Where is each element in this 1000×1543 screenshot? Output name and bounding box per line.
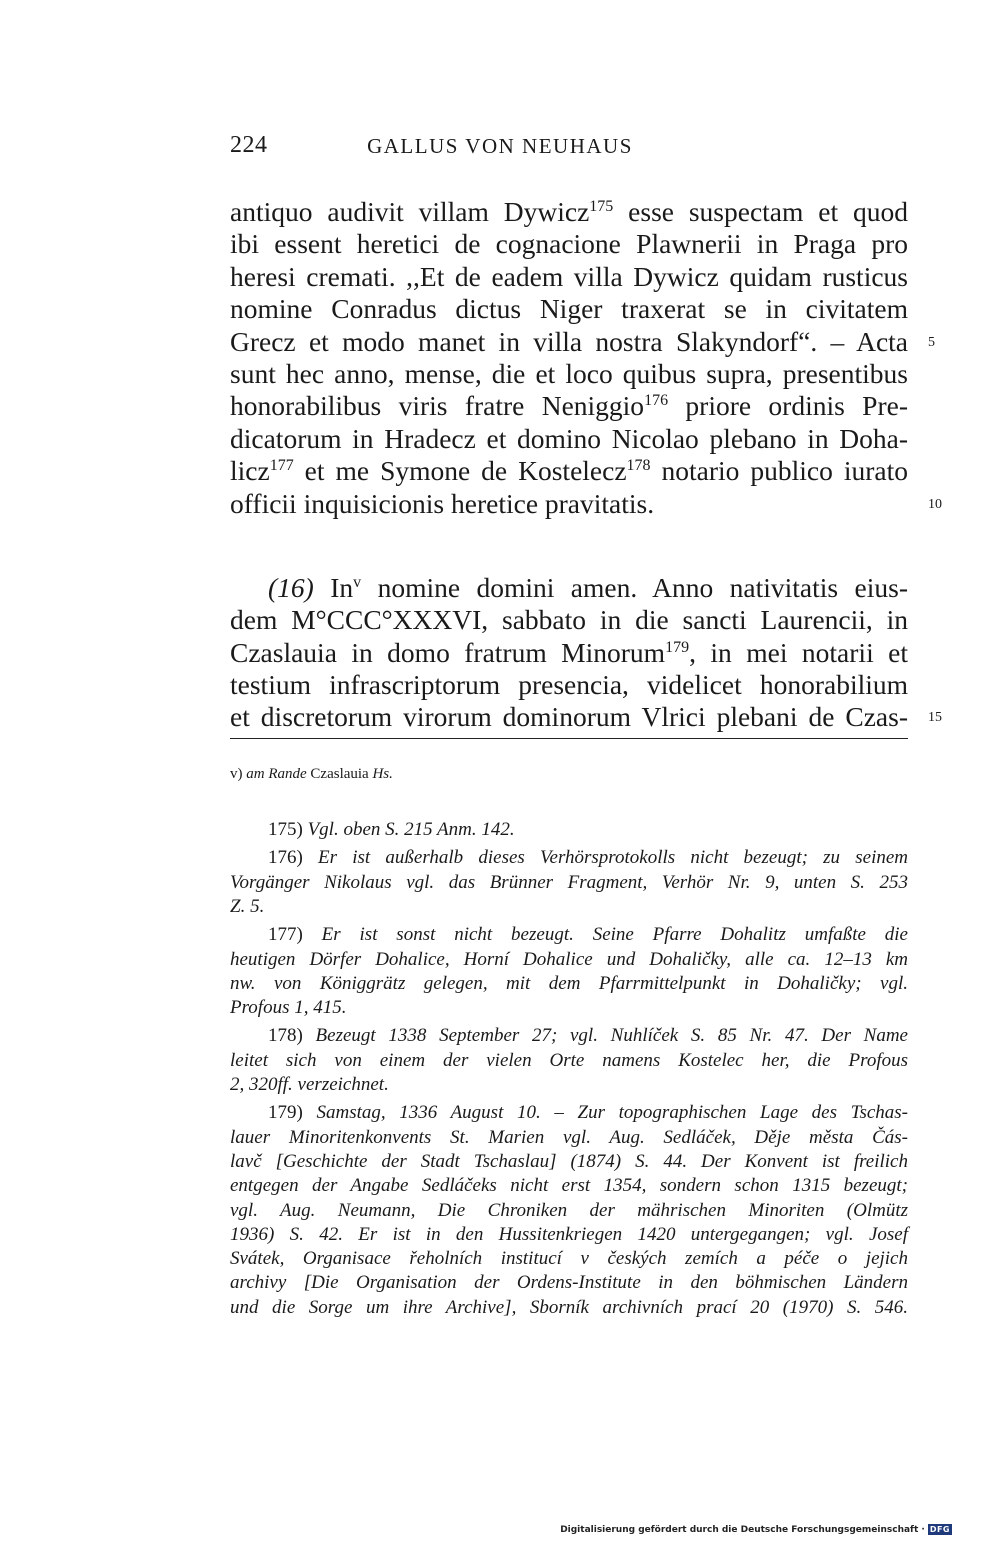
footnote-line: [230, 1223, 908, 1247]
footnote-reference: 179: [665, 638, 690, 656]
text-line: [230, 423, 908, 455]
footnote-line: [230, 1049, 908, 1073]
footnote-line: [230, 1271, 908, 1295]
footnote-line: [230, 895, 908, 919]
text-run: testium infrascriptorum presencia, videlicet honorabilium: [230, 669, 908, 701]
italic-text: (16): [268, 571, 314, 603]
text-run: Czaslauia: [306, 766, 373, 782]
text-run: 176): [268, 847, 319, 869]
italic-text: Svátek, Organisace řeholních institucí v českých zemích a péče o jejich: [230, 1248, 908, 1270]
text-run: esse suspectam et quod: [613, 196, 908, 227]
line-number: 10: [928, 496, 942, 512]
italic-text: vgl. Aug. Neumann, Die Chroniken der mährischen Minoriten (Olmütz: [230, 1199, 908, 1221]
footnote-line: [230, 996, 908, 1020]
text-line: [230, 390, 908, 422]
italic-text: 1936) S. 42. Er ist in den Hussitenkriegen 1420 untergegangen; vgl. Josef: [230, 1223, 908, 1245]
italic-text: und die Sorge um ihre Archive], Sborník archivních prací 20 (1970) S. 546.: [230, 1296, 908, 1318]
text-run: notario publico iurato: [650, 455, 908, 487]
text-run: priore ordinis Pre-: [668, 390, 908, 422]
text-line: [230, 669, 908, 701]
text-run: et discretorum virorum dominorum Vlrici plebani de Czas-: [230, 701, 908, 733]
footnote-line: [230, 1247, 908, 1271]
italic-text: Samstag, 1336 August 10. – Zur topographischen Lage des Tschas-: [316, 1102, 909, 1124]
digitization-credit: [560, 1524, 952, 1535]
italic-text: am Rande: [246, 766, 307, 782]
text-run: In: [313, 571, 354, 603]
italic-text: Er ist außerhalb dieses Verhörsprotokolls nicht bezeugt; zu seinem: [318, 847, 908, 869]
footnote-first-line: [230, 818, 908, 842]
dfg-logo: DFG: [929, 1525, 950, 1534]
italic-text: Profous 1, 415.: [230, 997, 347, 1019]
text-run: nomine Conradus dictus Niger traxerat se in civitatem: [230, 293, 908, 325]
text-line: [230, 701, 908, 733]
footnote-first-line: [230, 923, 908, 947]
text-line: [230, 488, 908, 520]
text-run: dicatorum in Hradecz et domino Nicolao plebano in Doha-: [230, 422, 908, 454]
italic-text: nw. von Königgrätz gelegen, mit dem Pfarrmittelpunkt in Dohaličky; vgl.: [230, 972, 908, 994]
italic-text: lavč [Geschichte der Stadt Tschaslau] (1874) S. 44. Der Konvent ist freilich: [230, 1150, 908, 1172]
footnote-reference: 175: [589, 198, 614, 215]
footnote-line: [230, 948, 908, 972]
text-run: Czaslauia in domo fratrum Minorum: [230, 636, 666, 668]
text-run: ibi essent heretici de cognacione Plawnerii in Praga pro: [230, 228, 908, 260]
footnote-line: [230, 1199, 908, 1223]
italic-text: Z. 5.: [230, 895, 265, 917]
critical-apparatus-note: [230, 766, 393, 783]
text-line: [230, 637, 908, 669]
text-line: [230, 196, 908, 228]
text-run: sunt hec anno, mense, die et loco quibus supra, presentibus: [230, 358, 908, 389]
italic-text: Hs.: [372, 766, 393, 782]
text-run: Grecz et modo manet in villa nostra Slakyndorf“. – Acta: [230, 325, 908, 357]
text-run: dem M°CCC°XXXVI, sabbato in die sancti Laurencii, in: [230, 604, 908, 636]
footnote-reference: 177: [269, 457, 294, 475]
italic-text: lauer Minoritenkonvents St. Marien vgl. Aug. Sedláček, Děje města Čás-: [230, 1126, 908, 1148]
text-run: 175): [268, 819, 308, 840]
text-run: 177): [268, 924, 322, 946]
text-line: [230, 326, 908, 358]
footnote-line: [230, 1073, 908, 1097]
italic-text: heutigen Dörfer Dohalice, Horní Dohalice und Dohaličky, alle ca. 12–13 km: [230, 948, 908, 970]
italic-text: archivy [Die Organisation der Ordens-Institute in den böhmischen Ländern: [230, 1272, 908, 1294]
footnote-line: [230, 1126, 908, 1150]
footnote-line: [230, 972, 908, 996]
italic-text: Er ist sonst nicht bezeugt. Seine Pfarre Dohalitz umfaßte die: [321, 924, 908, 946]
text-line: [230, 228, 908, 260]
text-line: [230, 604, 908, 636]
footnote-first-line: [230, 1101, 908, 1125]
text-line: [230, 358, 908, 390]
italic-text: Vorgänger Nikolaus vgl. das Brünner Fragment, Verhör Nr. 9, unten S. 253: [230, 871, 908, 893]
italic-text: Vgl. oben S. 215 Anm. 142.: [307, 819, 515, 840]
footnote-line: [230, 1296, 908, 1320]
footnote-line: [230, 871, 908, 895]
text-line: [230, 572, 908, 604]
italic-text: 2, 320ff. verzeichnet.: [230, 1074, 389, 1095]
text-run: heresi cremati. ,,Et de eadem villa Dywicz quidam rusticus: [230, 260, 908, 292]
line-number: 5: [928, 334, 935, 350]
text-run: officii inquisicionis heretice pravitatis.: [230, 487, 655, 519]
footnote-first-line: [230, 1024, 908, 1048]
footnote-first-line: [230, 846, 908, 870]
text-run: et me Symone de Kostelecz: [293, 455, 627, 487]
text-line: [230, 293, 908, 325]
italic-text: entgegen der Angabe Sedláčeks nicht erst 1354, sondern schon 1315 bezeugt;: [230, 1175, 908, 1197]
footnote-rule: [230, 738, 908, 739]
running-title: GALLUS VON NEUHAUS: [367, 134, 633, 158]
page-number: 224: [230, 132, 268, 158]
credit-text: Digitalisierung gefördert durch die Deutsche Forschungsgemeinschaft ·: [560, 1524, 925, 1535]
italic-text: Bezeugt 1338 September 27; vgl. Nuhlíček S. 85 Nr. 47. Der Name: [315, 1025, 908, 1047]
text-run: antiquo audivit villam Dywicz: [230, 196, 590, 227]
footnote-reference: 176: [644, 392, 669, 410]
text-run: licz: [230, 455, 270, 487]
italic-text: leitet sich von einem der vielen Orte namens Kostelec her, die Profous: [230, 1049, 908, 1071]
footnote-line: [230, 1174, 908, 1198]
text-run: honorabilibus viris fratre Neniggio: [230, 390, 645, 422]
text-line: [230, 455, 908, 487]
text-run: 178): [268, 1025, 316, 1047]
footnote-reference: 178: [626, 457, 651, 475]
footnote-line: [230, 1150, 908, 1174]
line-number: 15: [928, 710, 942, 726]
text-run: , in mei notarii et: [689, 636, 908, 668]
text-line: [230, 261, 908, 293]
text-run: nomine domini amen. Anno nativitatis eius-: [361, 571, 908, 603]
text-run: 179): [268, 1102, 317, 1124]
footnote-reference: v: [353, 573, 362, 591]
text-run: v): [230, 766, 247, 782]
